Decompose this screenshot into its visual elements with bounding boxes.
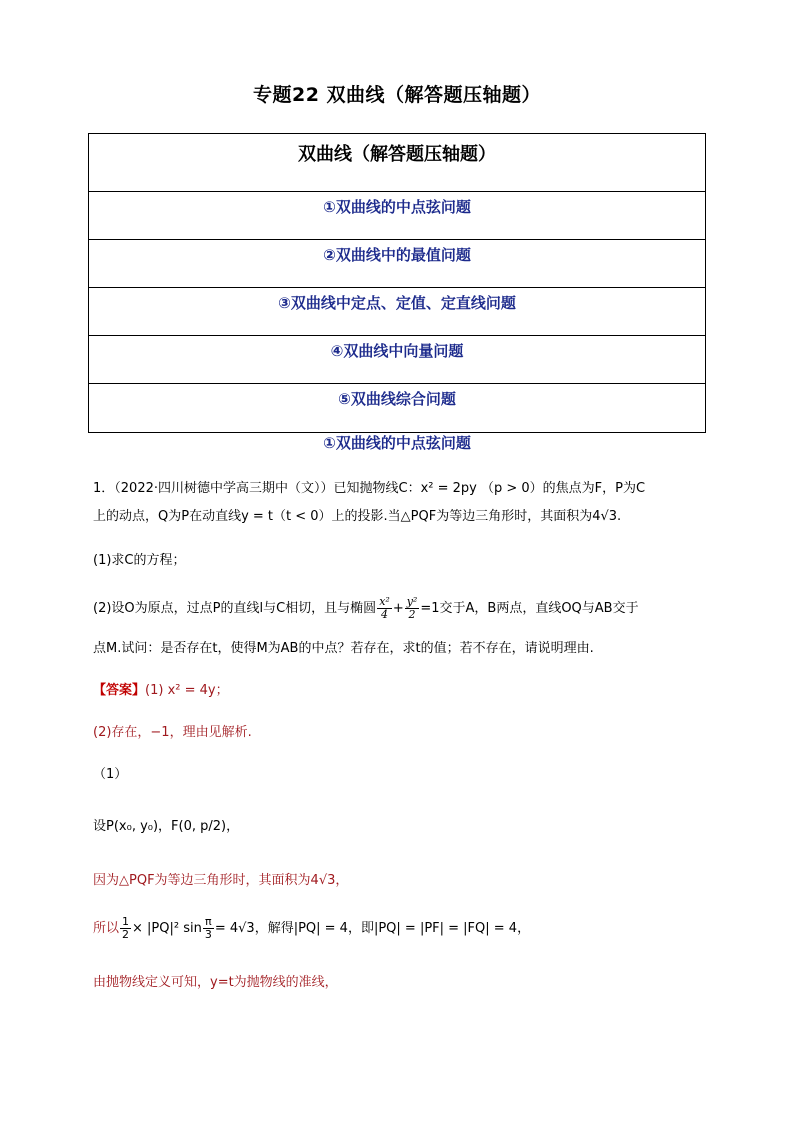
topic-row-1: ①双曲线的中点弦问题 — [89, 192, 705, 240]
solution-part-label: （1） — [93, 767, 128, 782]
problem-part-2-text-a: (2)设O为原点，过点P的直线l与C相切，且与椭圆 — [93, 601, 377, 616]
problem-part-2: (2)设O为原点，过点P的直线l与C相切，且与椭圆 $\frac{\text{x²}}{4}$ + $\frac{\text{y²}}{2}$ =1交于A，B两点，直线OQ与AB交于 — [93, 595, 639, 621]
topic-table-heading: 双曲线（解答题压轴题） — [89, 134, 705, 192]
problem-line-1: 1．（2022·四川树德中学高三期中（文））已知抛物线C：x² = 2py （p > 0）的焦点为F，P为C — [93, 481, 646, 496]
solution-step-3 — [93, 916, 705, 942]
solution-step-4: 由抛物线定义可知，y=t为抛物线的准线， — [93, 975, 338, 990]
answer-2: (2)存在，−1，理由见解析. — [93, 725, 252, 740]
problem-part-1: (1)求C的方程； — [93, 553, 186, 568]
topic-row-2: ②双曲线中的最值问题 — [89, 240, 705, 288]
solution-step-2: 因为△PQF为等边三角形时，其面积为4√3， — [93, 873, 349, 888]
fraction-one-half: $\frac{1}{2}$ — [122, 915, 130, 941]
solution-step-3-text-a: 所以 — [93, 921, 120, 936]
topic-row-4: ④双曲线中向量问题 — [89, 336, 705, 384]
answer-line-1 — [93, 678, 705, 704]
ellipse-term-x: $\frac{\text{x²}}{4}$ — [379, 595, 390, 621]
fraction-pi-third: $\frac{\pi}{3}$ — [204, 915, 212, 941]
problem-part-2-text-b: 交于A，B两点，直线OQ与AB交于 — [439, 601, 639, 616]
topic-row-5: ⑤双曲线综合问题 — [338, 390, 456, 408]
section-title: ①双曲线的中点弦问题 — [323, 434, 471, 452]
problem-part-2-line-2: 点M.试问：是否存在t，使得M为AB的中点？若存在，求t的值；若不存在，请说明理由. — [93, 641, 594, 656]
topic-table — [88, 133, 706, 433]
solution-step-3-text-b: × |PQ|² sin — [132, 921, 202, 936]
answer-1: (1) x² = 4y； — [145, 683, 229, 698]
topic-row-3: ③双曲线中定点、定值、定直线问题 — [89, 288, 705, 336]
ellipse-term-y: $\frac{\text{y²}}{2}$ — [406, 595, 418, 621]
solution-step-3-text-c: = 4√3，解得|PQ| = 4，即|PQ| = |PF| = |FQ| = 4， — [214, 921, 531, 936]
problem-line-2: 上的动点，Q为P在动直线y = t（t < 0）上的投影.当△PQF为等边三角形时，其面积为4√3. — [93, 509, 622, 524]
answer-label: 【答案】 — [93, 683, 146, 698]
page-title: 专题22 双曲线（解答题压轴题） — [252, 84, 542, 106]
solution-step-1: 设P(x₀, y₀)，F(0, p/2)， — [93, 819, 240, 834]
